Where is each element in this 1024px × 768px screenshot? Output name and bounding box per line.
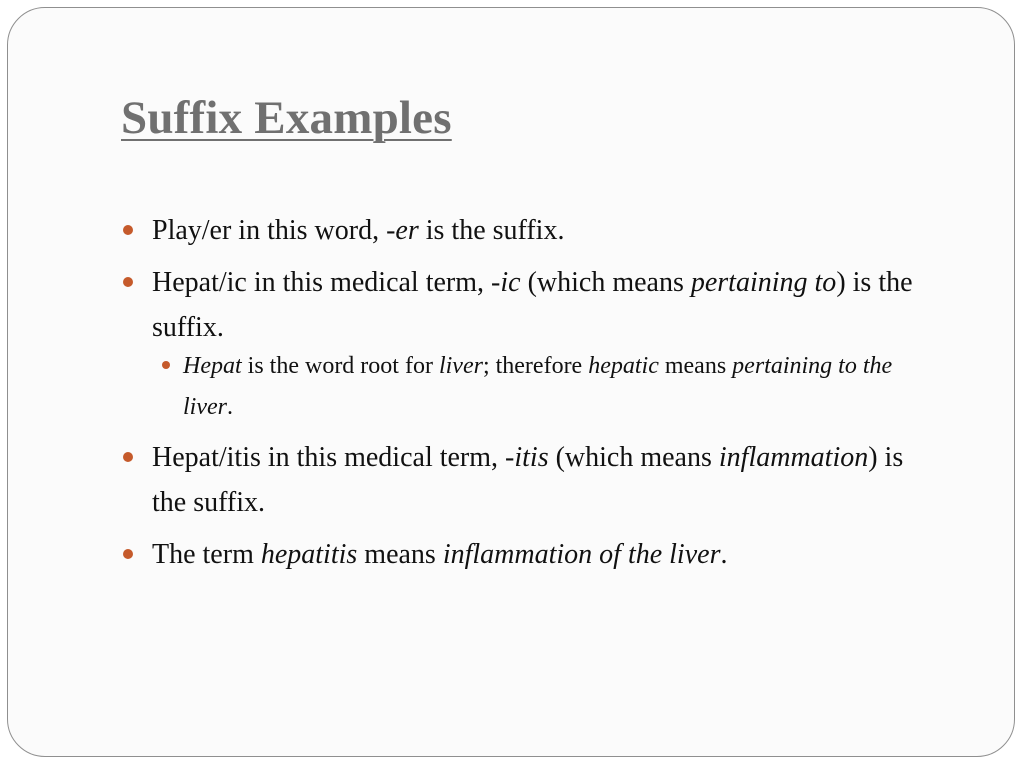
sub-bullet-item [152, 346, 941, 428]
bullet-text: ) is the suffix. [152, 267, 913, 343]
bullet-text: . [720, 539, 728, 570]
bullet-dot-icon [162, 361, 170, 369]
sub-bullet-text-italic: pertaining to the liver [183, 353, 893, 420]
slide-title: Suffix Examples [121, 92, 452, 144]
bullet-text: The term [152, 539, 261, 570]
bullet-item [121, 532, 941, 577]
bullet-item [121, 260, 941, 428]
bullet-dot-icon [123, 549, 133, 559]
bullet-text-italic: itis [514, 442, 549, 473]
slide [7, 7, 1015, 757]
sub-bullet-list [152, 346, 941, 428]
bullet-text-italic: pertaining to [690, 267, 837, 298]
sub-bullet-text-italic: liver [438, 353, 483, 379]
bullet-list [121, 208, 941, 577]
sub-bullet-text: means [658, 353, 733, 379]
bullet-text: means [357, 539, 443, 570]
bullet-text-italic: inflammation [718, 442, 869, 473]
sub-bullet-text-italic: hepatic [588, 353, 659, 379]
bullet-item [121, 435, 941, 525]
slide-body [121, 208, 941, 584]
sub-bullet-text: . [226, 394, 233, 420]
bullet-text: (which means [548, 442, 719, 473]
bullet-text: is the suffix. [418, 215, 565, 246]
sub-bullet-text-italic: Hepat [183, 353, 242, 379]
bullet-text: (which means [520, 267, 691, 298]
sub-bullet-text: ; therefore [482, 353, 589, 379]
bullet-text: Hepat/itis in this medical term, - [152, 442, 515, 473]
bullet-text: Play/er in this word, - [152, 215, 396, 246]
bullet-text: ) is the suffix. [152, 442, 904, 518]
bullet-item [121, 208, 941, 253]
bullet-dot-icon [123, 452, 133, 462]
bullet-text-italic: ic [500, 267, 521, 298]
bullet-text-italic: er [395, 215, 419, 246]
bullet-dot-icon [123, 225, 133, 235]
bullet-dot-icon [123, 277, 133, 287]
sub-bullet-text: is the word root for [241, 353, 439, 379]
bullet-text-italic: hepatitis [260, 539, 358, 570]
bullet-text: Hepat/ic in this medical term, - [152, 267, 501, 298]
bullet-text-italic: inflammation of the liver [442, 539, 721, 570]
